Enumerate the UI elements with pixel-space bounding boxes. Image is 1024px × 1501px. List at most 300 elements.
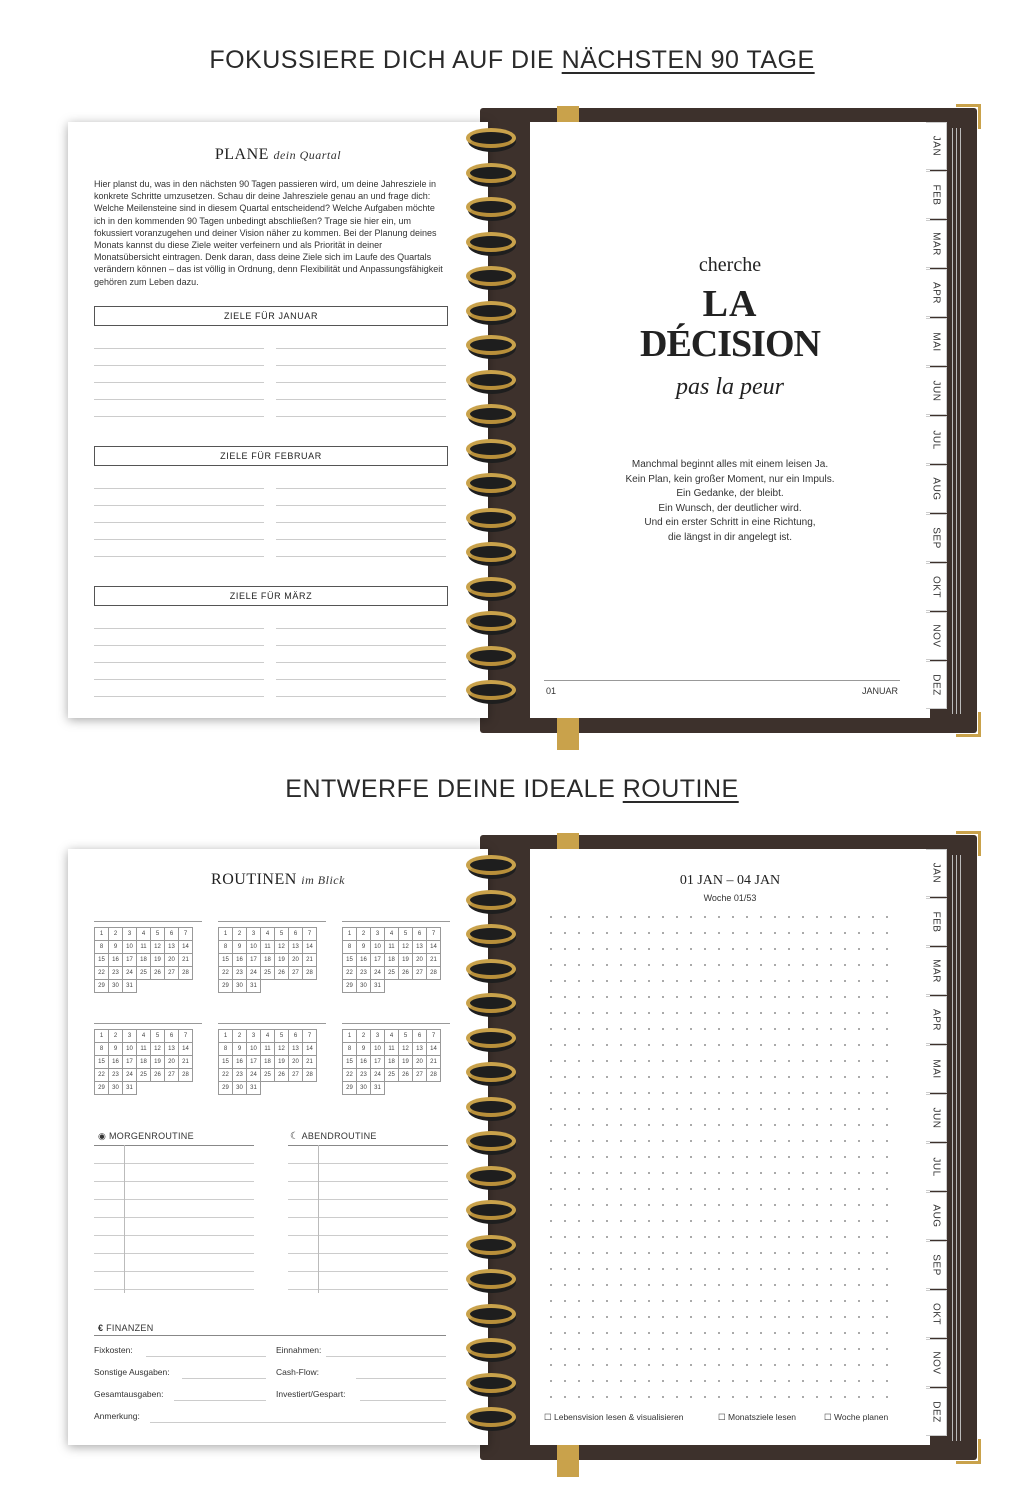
calendar-day[interactable]: 12 — [151, 941, 165, 954]
calendar-day[interactable]: 11 — [137, 1043, 151, 1056]
finance-line — [146, 1356, 266, 1357]
calendar-day[interactable]: 7 — [303, 928, 317, 941]
spiral-ring — [460, 577, 530, 603]
tab-jun[interactable]: JUN — [926, 367, 947, 415]
tab-dez[interactable]: DEZ — [926, 661, 947, 709]
calendar-day[interactable]: 27 — [165, 967, 179, 980]
calendar-day[interactable]: 11 — [385, 1043, 399, 1056]
tab-mar[interactable]: MAR — [926, 947, 947, 995]
calendar-day[interactable]: 21 — [427, 1056, 441, 1069]
finance-line — [150, 1422, 446, 1423]
calendar-day[interactable]: 22 — [95, 1069, 109, 1082]
investiert-field: Investiert/Gespart: — [276, 1389, 346, 1399]
tab-mar[interactable]: MAR — [926, 220, 947, 268]
calendar-day[interactable]: 3 — [247, 928, 261, 941]
calendar-day[interactable]: 11 — [137, 941, 151, 954]
calendar-day[interactable]: 30 — [109, 1082, 123, 1095]
calendar-day[interactable]: 24 — [123, 967, 137, 980]
bookmark-ribbon — [557, 1445, 579, 1477]
calendar-day[interactable]: 7 — [303, 1030, 317, 1043]
tab-jan[interactable]: JAN — [926, 122, 947, 170]
morning-routine-label — [98, 1131, 194, 1142]
calendar-day[interactable]: 28 — [427, 967, 441, 980]
poem-line: Und ein erster Schritt in eine Richtung, — [644, 517, 816, 528]
calendar-day[interactable]: 20 — [413, 1056, 427, 1069]
calendar-day[interactable]: 4 — [385, 928, 399, 941]
calendar-day[interactable]: 31 — [123, 1082, 137, 1095]
spiral-ring — [460, 855, 530, 881]
finance-line — [326, 1356, 446, 1357]
calendar-day[interactable]: 18 — [137, 1056, 151, 1069]
calendar-day[interactable]: 26 — [399, 967, 413, 980]
evening-routine-label — [290, 1131, 377, 1142]
calendar-day[interactable]: 26 — [275, 967, 289, 980]
calendar-day[interactable]: 22 — [219, 967, 233, 980]
calendar-day[interactable]: 2 — [109, 928, 123, 941]
tab-dez[interactable]: DEZ — [926, 1388, 947, 1436]
calendar-day[interactable]: 2 — [233, 928, 247, 941]
fixkosten-field: Fixkosten: — [94, 1345, 133, 1355]
poem-line: Kein Plan, kein großer Moment, nur ein Impuls. — [625, 473, 835, 485]
week-number: Woche 01/53 — [703, 893, 757, 903]
calendar-day[interactable]: 15 — [219, 1056, 233, 1069]
tab-sep[interactable]: SEP — [926, 514, 947, 562]
calendar-day[interactable]: 15 — [95, 1056, 109, 1069]
calendar-day[interactable]: 8 — [219, 941, 233, 954]
morning-label-text: MORGENROUTINE — [108, 1131, 194, 1141]
calendar-day[interactable]: 8 — [219, 1043, 233, 1056]
goal-line — [276, 645, 446, 646]
calendar-day[interactable]: 1 — [343, 928, 357, 941]
page-title — [68, 871, 488, 889]
calendar-day[interactable]: 19 — [399, 954, 413, 967]
calendar-day[interactable]: 26 — [151, 1069, 165, 1082]
page-number: 01 — [546, 686, 557, 696]
bookmark-ribbon — [557, 718, 579, 750]
calendar-day[interactable]: 30 — [109, 980, 123, 993]
calendar-day[interactable]: 13 — [165, 941, 179, 954]
calendar-day[interactable]: 5 — [275, 1030, 289, 1043]
calendar-day[interactable]: 22 — [343, 1069, 357, 1082]
calendar-day[interactable]: 19 — [151, 954, 165, 967]
goal-line — [276, 348, 446, 349]
calendar-day[interactable]: 3 — [371, 1030, 385, 1043]
calendar-day[interactable]: 10 — [123, 941, 137, 954]
goal-line — [276, 662, 446, 663]
calendar-day[interactable]: 16 — [233, 954, 247, 967]
calendar-day[interactable]: 14 — [303, 941, 317, 954]
poem-line: Ein Wunsch, der deutlicher wird. — [658, 502, 802, 514]
calendar-day[interactable]: 17 — [123, 954, 137, 967]
calendar-day[interactable]: 5 — [151, 1030, 165, 1043]
anmerkung-field: Anmerkung: — [94, 1411, 140, 1421]
top-headline — [0, 46, 1024, 75]
calendar-day[interactable]: 6 — [165, 928, 179, 941]
calendar-day[interactable]: 8 — [95, 1043, 109, 1056]
calendar-day[interactable]: 9 — [109, 941, 123, 954]
tab-okt[interactable]: OKT — [926, 563, 947, 611]
habit-calendar — [94, 1023, 202, 1095]
calendar-day[interactable]: 26 — [399, 1069, 413, 1082]
calendar-day[interactable]: 24 — [123, 1069, 137, 1082]
bottom-headline — [0, 775, 1024, 804]
calendar-day[interactable]: 2 — [357, 928, 371, 941]
calendar-day[interactable]: 15 — [343, 1056, 357, 1069]
calendar-day[interactable]: 30 — [357, 980, 371, 993]
tab-nov[interactable]: NOV — [926, 612, 947, 660]
einnahmen-field: Einnahmen: — [276, 1345, 322, 1355]
calendar-day[interactable]: 13 — [413, 941, 427, 954]
routine-line — [288, 1235, 448, 1236]
calendar-day[interactable]: 12 — [399, 941, 413, 954]
check-label: Monatsziele lesen — [727, 1412, 797, 1422]
calendar-day[interactable]: 17 — [123, 1056, 137, 1069]
calendar-day[interactable]: 9 — [233, 941, 247, 954]
finance-line — [360, 1400, 446, 1401]
tab-apr[interactable]: APR — [926, 996, 947, 1044]
calendar-day[interactable]: 10 — [247, 1043, 261, 1056]
calendar-day[interactable]: 27 — [413, 1069, 427, 1082]
calendar-day[interactable]: 8 — [95, 941, 109, 954]
calendar-day[interactable]: 27 — [289, 967, 303, 980]
calendar-day[interactable]: 29 — [343, 1082, 357, 1095]
calendar-day[interactable]: 23 — [233, 1069, 247, 1082]
calendar-day[interactable]: 10 — [247, 941, 261, 954]
calendar-day[interactable]: 29 — [219, 1082, 233, 1095]
tab-jan[interactable]: JAN — [926, 849, 947, 897]
sonstige-field: Sonstige Ausgaben: — [94, 1367, 170, 1377]
footer-line — [544, 680, 900, 681]
calendar-day[interactable]: 6 — [289, 928, 303, 941]
calendar-day[interactable]: 8 — [343, 1043, 357, 1056]
routine-line — [288, 1289, 448, 1290]
calendar-day[interactable]: 20 — [165, 954, 179, 967]
calendar-day[interactable]: 13 — [413, 1043, 427, 1056]
corner-guard — [956, 831, 981, 856]
goal-line — [276, 416, 446, 417]
calendar-day[interactable]: 19 — [399, 1056, 413, 1069]
calendar-day[interactable]: 6 — [165, 1030, 179, 1043]
calendar-day[interactable]: 15 — [343, 954, 357, 967]
calendar-day[interactable]: 23 — [357, 967, 371, 980]
calendar-day[interactable]: 7 — [427, 1030, 441, 1043]
calendar-day[interactable]: 17 — [371, 954, 385, 967]
calendar-day[interactable]: 21 — [303, 954, 317, 967]
tab-sep[interactable]: SEP — [926, 1241, 947, 1289]
calendar-day[interactable]: 29 — [95, 1082, 109, 1095]
right-page-week — [530, 849, 930, 1445]
calendar-day[interactable]: 24 — [371, 1069, 385, 1082]
calendar-day[interactable]: 18 — [261, 954, 275, 967]
spiral-ring — [460, 404, 530, 430]
spiral-ring — [460, 1200, 530, 1226]
goal-line — [94, 662, 264, 663]
calendar-day[interactable]: 17 — [371, 1056, 385, 1069]
calendar-day[interactable]: 28 — [179, 967, 193, 980]
calendar-day[interactable]: 4 — [137, 1030, 151, 1043]
goals-january-header: ZIELE FÜR JANUAR — [94, 306, 448, 326]
calendar-day[interactable]: 29 — [343, 980, 357, 993]
calendar-day[interactable]: 25 — [137, 967, 151, 980]
calendar-day[interactable]: 18 — [261, 1056, 275, 1069]
spiral-ring — [460, 335, 530, 361]
calendar-day[interactable]: 26 — [151, 967, 165, 980]
calendar-day[interactable]: 14 — [179, 1043, 193, 1056]
calendar-day[interactable]: 28 — [179, 1069, 193, 1082]
calendar-day[interactable]: 14 — [427, 1043, 441, 1056]
calendar-day[interactable]: 31 — [123, 980, 137, 993]
cashflow-field: Cash-Flow: — [276, 1367, 319, 1377]
calendar-day[interactable]: 6 — [413, 1030, 427, 1043]
calendar-day[interactable]: 23 — [357, 1069, 371, 1082]
calendar-day[interactable]: 19 — [275, 954, 289, 967]
goal-line — [94, 645, 264, 646]
calendar-day[interactable]: 10 — [123, 1043, 137, 1056]
calendar-day[interactable]: 3 — [247, 1030, 261, 1043]
calendar-day[interactable]: 9 — [233, 1043, 247, 1056]
goal-line — [94, 416, 264, 417]
spiral-ring — [460, 924, 530, 950]
calendar-day[interactable]: 4 — [261, 928, 275, 941]
calendar-day[interactable]: 5 — [275, 928, 289, 941]
corner-guard — [956, 104, 981, 129]
calendar-day[interactable]: 21 — [179, 1056, 193, 1069]
calendar-day[interactable]: 10 — [371, 941, 385, 954]
tab-aug[interactable]: AUG — [926, 1192, 947, 1240]
calendar-day[interactable]: 20 — [413, 954, 427, 967]
week-range: 01 JAN – 04 JAN — [679, 873, 781, 888]
calendar-day[interactable]: 25 — [385, 967, 399, 980]
tab-feb[interactable]: FEB — [926, 898, 947, 946]
calendar-day[interactable]: 30 — [233, 1082, 247, 1095]
calendar-day[interactable]: 26 — [275, 1069, 289, 1082]
calendar-day[interactable]: 5 — [399, 928, 413, 941]
calendar-day[interactable]: 4 — [137, 928, 151, 941]
habit-calendar — [218, 1023, 326, 1095]
tab-mai[interactable]: MAI — [926, 318, 947, 366]
calendar-day[interactable]: 17 — [247, 954, 261, 967]
calendar-day[interactable]: 14 — [303, 1043, 317, 1056]
calendar-day[interactable]: 21 — [303, 1056, 317, 1069]
calendar-day[interactable]: 9 — [109, 1043, 123, 1056]
calendar-day[interactable]: 1 — [95, 928, 109, 941]
habit-calendar — [94, 921, 202, 993]
calendar-day[interactable]: 20 — [289, 1056, 303, 1069]
goal-line — [276, 399, 446, 400]
calendar-day[interactable]: 7 — [179, 928, 193, 941]
calendar-day[interactable]: 13 — [165, 1043, 179, 1056]
calendar-day[interactable]: 18 — [385, 1056, 399, 1069]
calendar-day[interactable]: 11 — [261, 1043, 275, 1056]
goal-line — [94, 399, 264, 400]
spiral-ring — [460, 1235, 530, 1261]
planner-spread-bottom — [60, 835, 980, 1475]
calendar-day[interactable]: 16 — [109, 954, 123, 967]
calendar-day[interactable]: 21 — [179, 954, 193, 967]
calendar-day[interactable]: 23 — [109, 1069, 123, 1082]
routine-line — [288, 1217, 448, 1218]
calendar-day[interactable]: 16 — [357, 1056, 371, 1069]
calendar-day[interactable]: 25 — [261, 1069, 275, 1082]
goal-line — [94, 539, 264, 540]
spiral-ring — [460, 680, 530, 706]
calendar-day[interactable]: 24 — [247, 1069, 261, 1082]
calendar-day[interactable]: 25 — [261, 967, 275, 980]
check-monatsziele[interactable]: ☐ Monatsziele lesen — [718, 1412, 797, 1422]
calendar-day[interactable]: 15 — [219, 954, 233, 967]
calendar-day[interactable]: 9 — [357, 941, 371, 954]
calendar-day[interactable]: 12 — [399, 1043, 413, 1056]
calendar-day[interactable]: 13 — [289, 941, 303, 954]
calendar-day[interactable]: 16 — [109, 1056, 123, 1069]
intro-text: Hier planst du, was in den nächsten 90 Tagen passieren wird, um deine Jahresziele in konkrete Schritte umzusetzen. Schau dir deine Jahresziele genau an und frage dich: Welche Meilensteine sind in diesem Quartal entscheidend? Welche Aufgaben möchte ich in den kommenden 90 Tagen unbedingt abschließen? Trage sie hier ein, um fokussiert voranzugehen und deiner Vision näher zu kommen. Bei der Planung deines Monats kannst du diese Ziele weiter verfeinern und als Priorität in deiner Monatsübersicht eintragen. Denk daran, dass deine Ziele sich im Laufe des Quartals verändern können – das ist völlig in Ordnung, denn Flexibilität und Anpassungsfähigkeit gehören zum Leben dazu. — [94, 179, 443, 287]
title-script: dein Quartal — [273, 148, 342, 162]
calendar-day[interactable]: 9 — [357, 1043, 371, 1056]
calendar-day[interactable]: 11 — [261, 941, 275, 954]
sun-icon: ◉ — [98, 1131, 107, 1141]
calendar-day[interactable]: 23 — [109, 967, 123, 980]
calendar-day[interactable]: 7 — [179, 1030, 193, 1043]
calendar-day[interactable]: 11 — [385, 941, 399, 954]
top-headline-underlined: NÄCHSTEN 90 TAGE — [561, 46, 815, 74]
calendar-day[interactable]: 2 — [109, 1030, 123, 1043]
goal-line — [94, 505, 264, 506]
dot-grid — [544, 909, 889, 1399]
calendar-day[interactable]: 20 — [289, 954, 303, 967]
finance-line — [182, 1378, 266, 1379]
calendar-day[interactable]: 4 — [261, 1030, 275, 1043]
calendar-day[interactable]: 27 — [165, 1069, 179, 1082]
tab-jul[interactable]: JUL — [926, 416, 947, 464]
calendar-day[interactable]: 21 — [427, 954, 441, 967]
calendar-day[interactable]: 28 — [303, 1069, 317, 1082]
calendar-day[interactable]: 22 — [95, 967, 109, 980]
calendar-day[interactable]: 1 — [95, 1030, 109, 1043]
left-page-routines — [68, 849, 488, 1445]
title-script: im Blick — [301, 873, 345, 887]
calendar-day[interactable]: 22 — [343, 967, 357, 980]
tab-mai[interactable]: MAI — [926, 1045, 947, 1093]
calendar-day[interactable]: 16 — [357, 954, 371, 967]
calendar-day[interactable]: 3 — [371, 928, 385, 941]
calendar-day[interactable]: 2 — [357, 1030, 371, 1043]
month-tabs — [926, 849, 948, 1449]
check-lebensvision[interactable]: ☐ Lebensvision lesen & visualisieren — [544, 1412, 684, 1422]
calendar-day[interactable]: 20 — [165, 1056, 179, 1069]
check-woche-planen[interactable]: ☐ Woche planen — [824, 1412, 889, 1422]
calendar-day[interactable]: 24 — [371, 967, 385, 980]
calendar-day[interactable]: 14 — [179, 941, 193, 954]
calendar-day[interactable]: 7 — [427, 928, 441, 941]
calendar-day[interactable]: 31 — [247, 1082, 261, 1095]
calendar-day[interactable]: 15 — [95, 954, 109, 967]
tab-aug[interactable]: AUG — [926, 465, 947, 513]
goal-line — [276, 628, 446, 629]
calendar-day[interactable]: 27 — [289, 1069, 303, 1082]
calendar-day[interactable]: 30 — [357, 1082, 371, 1095]
goals-february-header: ZIELE FÜR FEBRUAR — [94, 446, 448, 466]
goals-march-header: ZIELE FÜR MÄRZ — [94, 586, 448, 606]
calendar-day[interactable]: 5 — [399, 1030, 413, 1043]
calendar-day[interactable]: 28 — [427, 1069, 441, 1082]
calendar-day[interactable]: 19 — [151, 1056, 165, 1069]
spiral-ring — [460, 1028, 530, 1054]
calendar-day[interactable]: 25 — [385, 1069, 399, 1082]
page-edges — [950, 128, 970, 714]
calendar-day[interactable]: 22 — [219, 1069, 233, 1082]
calendar-day[interactable]: 6 — [413, 928, 427, 941]
finance-header-line — [94, 1335, 446, 1336]
calendar-day[interactable]: 12 — [275, 941, 289, 954]
calendar-day[interactable]: 8 — [343, 941, 357, 954]
calendar-day[interactable]: 25 — [137, 1069, 151, 1082]
goal-line — [276, 488, 446, 489]
spiral-ring — [460, 1407, 530, 1433]
tab-feb[interactable]: FEB — [926, 171, 947, 219]
calendar-day[interactable]: 2 — [233, 1030, 247, 1043]
tab-jul[interactable]: JUL — [926, 1143, 947, 1191]
calendar-day[interactable]: 1 — [343, 1030, 357, 1043]
calendar-day[interactable]: 19 — [275, 1056, 289, 1069]
calendar-day[interactable]: 31 — [247, 980, 261, 993]
calendar-day[interactable]: 17 — [247, 1056, 261, 1069]
habit-calendar — [342, 921, 450, 993]
moon-icon: ☾ — [290, 1131, 300, 1142]
routine-line — [288, 1145, 448, 1146]
calendar-day[interactable]: 29 — [95, 980, 109, 993]
calendar-day[interactable]: 5 — [151, 928, 165, 941]
routine-line — [94, 1199, 254, 1200]
spiral-ring — [460, 646, 530, 672]
goal-line — [94, 348, 264, 349]
routine-line — [94, 1163, 254, 1164]
evening-label-text: ABENDROUTINE — [301, 1131, 377, 1141]
calendar-day[interactable]: 31 — [371, 1082, 385, 1095]
right-page — [530, 122, 930, 718]
tab-jun[interactable]: JUN — [926, 1094, 947, 1142]
calendar-day[interactable]: 23 — [233, 967, 247, 980]
calendar-day[interactable]: 29 — [219, 980, 233, 993]
calendar-day[interactable]: 1 — [219, 1030, 233, 1043]
spiral-ring — [460, 439, 530, 465]
calendar-day[interactable]: 24 — [247, 967, 261, 980]
calendar-day[interactable]: 30 — [233, 980, 247, 993]
calendar-day[interactable]: 12 — [275, 1043, 289, 1056]
routine-divider — [124, 1145, 125, 1293]
calendar-day[interactable]: 3 — [123, 928, 137, 941]
calendar-day[interactable]: 12 — [151, 1043, 165, 1056]
calendar-day[interactable]: 13 — [289, 1043, 303, 1056]
calendar-day[interactable]: 10 — [371, 1043, 385, 1056]
calendar-day[interactable]: 3 — [123, 1030, 137, 1043]
calendar-day[interactable]: 18 — [137, 954, 151, 967]
calendar-day[interactable]: 28 — [303, 967, 317, 980]
calendar-day[interactable]: 27 — [413, 967, 427, 980]
calendar-day[interactable]: 6 — [289, 1030, 303, 1043]
corner-guard — [956, 712, 981, 737]
calendar-day[interactable]: 31 — [371, 980, 385, 993]
calendar-day[interactable]: 18 — [385, 954, 399, 967]
calendar-day[interactable]: 1 — [219, 928, 233, 941]
calendar-day[interactable]: 4 — [385, 1030, 399, 1043]
check-label: Lebensvision lesen & visualisieren — [553, 1412, 684, 1422]
calendar-day[interactable]: 16 — [233, 1056, 247, 1069]
quote-big-la: LA — [702, 283, 758, 325]
calendar-day[interactable]: 14 — [427, 941, 441, 954]
tab-nov[interactable]: NOV — [926, 1339, 947, 1387]
tab-okt[interactable]: OKT — [926, 1290, 947, 1338]
tab-apr[interactable]: APR — [926, 269, 947, 317]
